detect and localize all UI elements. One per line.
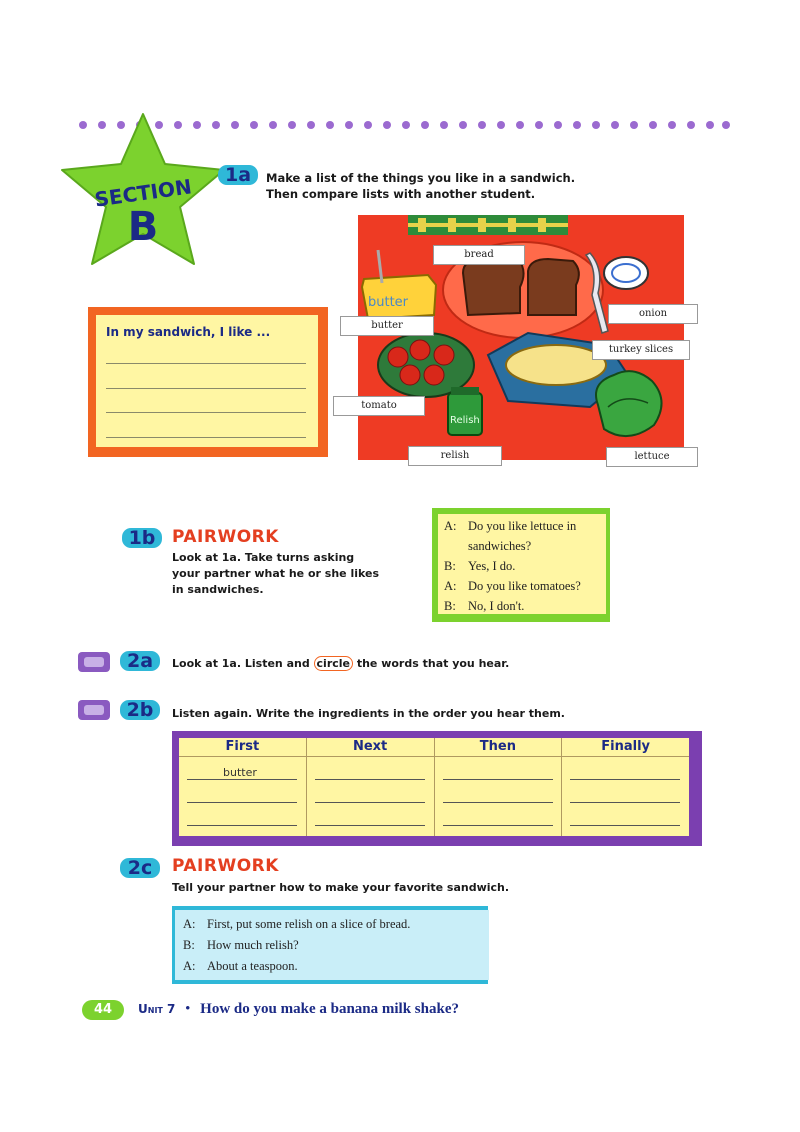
- instruction-line-2: Then compare lists with another student.: [266, 187, 536, 201]
- pairwork-title-2c: PAIRWORK: [172, 856, 279, 876]
- exercise-2c-instruction: Tell your partner how to make your favorite sandwich.: [172, 881, 510, 894]
- answer-line: [106, 388, 306, 389]
- exercise-2a-instruction: [172, 656, 509, 672]
- dialog-line: [183, 914, 481, 935]
- tomato-slice-icon: [388, 347, 408, 367]
- pairwork-title-1b: PAIRWORK: [172, 527, 279, 547]
- dialog-text: No, I don't.: [468, 599, 525, 613]
- relish-jar-icon: [448, 393, 482, 435]
- sandwich-list-box: [88, 307, 328, 457]
- exercise-badge-2a: 2a: [120, 651, 160, 671]
- order-table: [172, 731, 702, 846]
- dialog-line: [183, 935, 481, 956]
- dialog-text: Yes, I do.: [468, 559, 516, 573]
- answer-line[interactable]: [187, 779, 297, 780]
- tomato-slice-icon: [400, 365, 420, 385]
- bread-slice-icon: [463, 259, 524, 315]
- label-tomato: tomato: [333, 396, 425, 416]
- label-onion: onion: [608, 304, 698, 324]
- instruction-line: Look at 1a. Take turns asking: [172, 551, 355, 564]
- relish-jar-text: Relish: [450, 415, 480, 426]
- column-header: Next: [307, 738, 434, 757]
- list-title: In my sandwich, I like ...: [106, 325, 271, 339]
- dialog-line: [444, 576, 600, 596]
- footer-bullet: •: [185, 1001, 191, 1017]
- dialog-content-1b: [438, 514, 606, 614]
- exercise-badge-2c: 2c: [120, 858, 160, 878]
- unit-title: How do you make a banana milk shake?: [200, 1001, 459, 1017]
- instruction-text: Look at 1a. Listen and: [172, 657, 314, 670]
- instruction-text: the words that you hear.: [353, 657, 510, 670]
- dialog-box-1b: [432, 508, 610, 622]
- column-header: First: [179, 738, 306, 757]
- answer-line[interactable]: [315, 779, 425, 780]
- answer-line[interactable]: [443, 779, 553, 780]
- speaker: B:: [444, 559, 456, 573]
- speaker: A:: [444, 579, 457, 593]
- dialog-text: sandwiches?: [468, 539, 532, 553]
- answer-line[interactable]: [443, 825, 553, 826]
- speaker: B:: [183, 938, 195, 952]
- exercise-1a-instruction: [266, 170, 666, 202]
- section-word: SECTION: [93, 174, 194, 212]
- dialog-box-2c: [172, 906, 488, 984]
- audio-tape-icon[interactable]: [78, 652, 110, 672]
- dialog-text: About a teaspoon.: [207, 959, 298, 973]
- section-letter: B: [127, 204, 159, 250]
- speaker: A:: [183, 959, 196, 973]
- answer-line[interactable]: [443, 802, 553, 803]
- bread-slice-icon: [528, 259, 579, 315]
- dialog-text: Do you like lettuce in: [468, 519, 577, 533]
- butter-tub-text: butter: [368, 295, 409, 310]
- dialog-line: [444, 556, 600, 576]
- onion-icon: [604, 257, 648, 289]
- exercise-2b-instruction: Listen again. Write the ingredients in the order you hear them.: [172, 707, 565, 720]
- order-table-body: [179, 738, 689, 836]
- speaker: B:: [444, 599, 456, 613]
- answer-line[interactable]: [570, 802, 680, 803]
- answer-line[interactable]: [315, 802, 425, 803]
- dialog-text: How much relish?: [207, 938, 299, 952]
- column-next: [307, 738, 435, 836]
- audio-tape-icon[interactable]: [78, 700, 110, 720]
- tomato-slice-icon: [410, 340, 430, 360]
- tomato-slice-icon: [434, 345, 454, 365]
- answer-line[interactable]: [570, 779, 680, 780]
- napkin-top: [408, 215, 568, 235]
- speaker: A:: [444, 519, 457, 533]
- label-butter: butter: [340, 316, 434, 336]
- sample-answer: butter: [223, 766, 257, 779]
- label-turkey-slices: turkey slices: [592, 340, 690, 360]
- instruction-line: your partner what he or she likes: [172, 567, 380, 580]
- dialog-line: [183, 956, 481, 977]
- label-bread: bread: [433, 245, 525, 265]
- answer-line: [106, 363, 306, 364]
- sandwich-list-area[interactable]: [96, 315, 318, 447]
- dialog-text: First, put some relish on a slice of bread.: [207, 917, 411, 931]
- lettuce-icon: [596, 371, 662, 436]
- answer-line: [106, 412, 306, 413]
- dialog-text: Do you like tomatoes?: [468, 579, 581, 593]
- section-b-star: [58, 112, 228, 267]
- dialog-line: [444, 516, 600, 536]
- answer-line[interactable]: [187, 802, 297, 803]
- circled-word: circle: [314, 656, 353, 671]
- answer-line[interactable]: [570, 825, 680, 826]
- instruction-line-1: Make a list of the things you like in a sandwich.: [266, 171, 576, 185]
- dialog-content-2c: [175, 910, 489, 980]
- turkey-slices-icon: [506, 345, 606, 385]
- column-finally: [562, 738, 689, 836]
- unit-label: Unit 7: [138, 1002, 176, 1016]
- exercise-badge-1b: 1b: [122, 528, 162, 548]
- answer-line: [106, 437, 306, 438]
- label-relish: relish: [408, 446, 502, 466]
- column-header: Finally: [562, 738, 689, 757]
- answer-line[interactable]: [187, 825, 297, 826]
- label-lettuce: lettuce: [606, 447, 698, 467]
- column-then: [435, 738, 563, 836]
- footer-unit-line: [138, 1001, 459, 1018]
- exercise-badge-2b: 2b: [120, 700, 160, 720]
- exercise-1b-instruction: [172, 550, 412, 598]
- column-first: [179, 738, 307, 836]
- speaker: A:: [183, 917, 196, 931]
- instruction-line: in sandwiches.: [172, 583, 264, 596]
- exercise-badge-1a: 1a: [218, 165, 258, 185]
- answer-line[interactable]: [315, 825, 425, 826]
- dialog-line: [444, 596, 600, 616]
- tomato-slice-icon: [424, 365, 444, 385]
- column-header: Then: [435, 738, 562, 757]
- page-number: 44: [82, 1000, 124, 1020]
- dialog-line: [444, 536, 600, 556]
